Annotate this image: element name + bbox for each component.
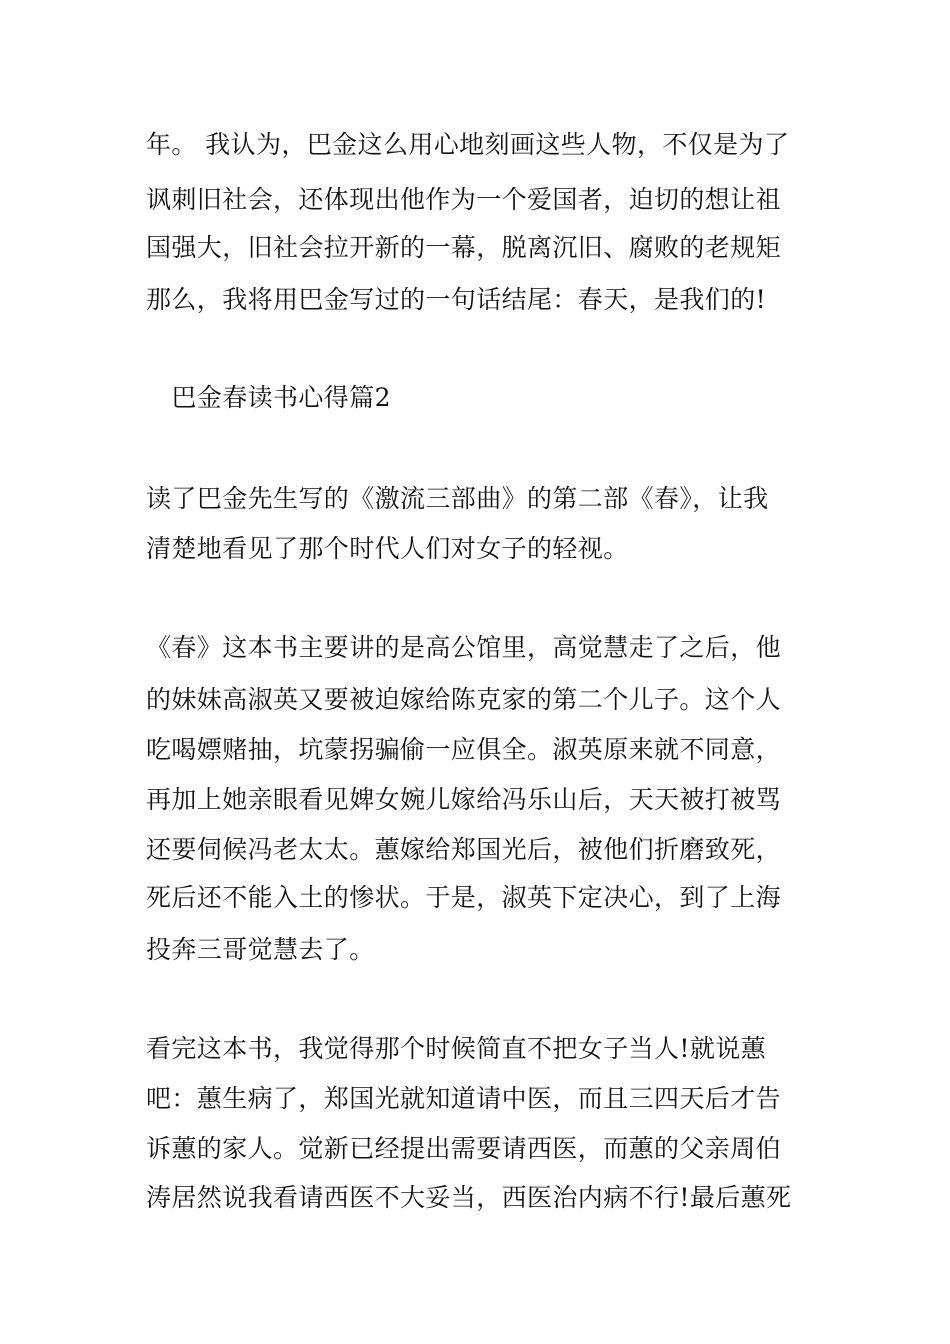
- paragraph-3-line-3: 吃喝嫖赌抽，坑蒙拐骗偷一应俱全。淑英原来就不同意，: [146, 735, 782, 764]
- paragraph-4-line-2: 吧：蕙生病了，郑国光就知道请中医，而且三四天后才告: [146, 1084, 782, 1113]
- paragraph-1-line-2: 讽刺旧社会，还体现出他作为一个爱国者，迫切的想让祖: [146, 185, 782, 214]
- paragraph-1-line-1: 年。 我认为，巴金这么用心地刻画这些人物，不仅是为了: [146, 130, 790, 159]
- paragraph-1-line-3: 国强大，旧社会拉开新的一幕，脱离沉旧、腐败的老规矩: [146, 233, 782, 262]
- paragraph-4-line-3: 诉蕙的家人。觉新已经提出需要请西医，而蕙的父亲周伯: [146, 1134, 782, 1163]
- paragraph-3-line-6: 死后还不能入土的惨状。于是，淑英下定决心，到了上海: [146, 883, 782, 912]
- paragraph-3-line-7: 投奔三哥觉慧去了。: [146, 935, 375, 964]
- paragraph-3-line-4: 再加上她亲眼看见婢女婉儿嫁给冯乐山后，天天被打被骂: [146, 785, 782, 814]
- paragraph-3-line-5: 还要伺候冯老太太。蕙嫁给郑国光后，被他们折磨致死，: [146, 835, 782, 864]
- paragraph-3-line-1: 《春》这本书主要讲的是高公馆里，高觉慧走了之后，他: [146, 633, 782, 662]
- section-heading: 巴金春读书心得篇2: [146, 383, 391, 412]
- paragraph-1-line-4: 那么，我将用巴金写过的一句话结尾：春天，是我们的!: [146, 285, 767, 314]
- paragraph-2-line-2: 清楚地看见了那个时代人们对女子的轻视。: [146, 534, 629, 563]
- paragraph-2-line-1: 读了巴金先生写的《激流三部曲》的第二部《春》，让我: [146, 484, 769, 513]
- paragraph-3-line-2: 的妹妹高淑英又要被迫嫁给陈克家的第二个儿子。这个人: [146, 685, 782, 714]
- paragraph-4-line-1: 看完这本书，我觉得那个时候简直不把女子当人!就说蕙: [146, 1034, 767, 1063]
- paragraph-4-line-4: 涛居然说我看请西医不大妥当，西医治内病不行!最后蕙死: [146, 1183, 792, 1212]
